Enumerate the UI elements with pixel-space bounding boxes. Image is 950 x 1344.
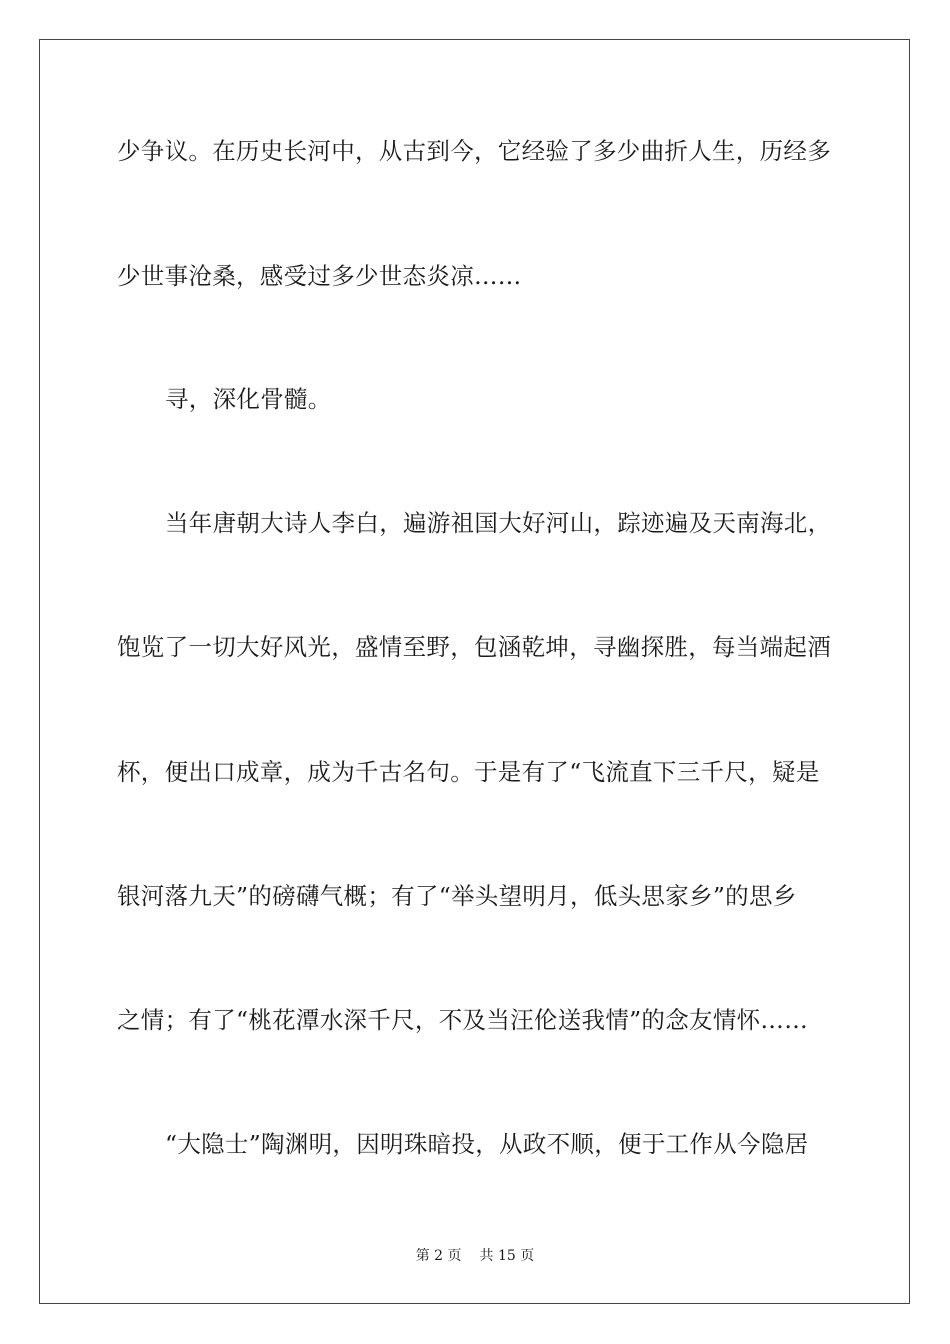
body-line-8: 之情；有了“桃花潭水深千尺，不及当汪伦送我情”的念友情怀…… [117,1006,809,1034]
body-line-7: 银河落九天”的磅礴气概；有了“举头望明月，低头思家乡”的思乡 [117,882,797,910]
body-line-4: 当年唐朝大诗人李白，遍游祖国大好河山，踪迹遍及天南海北， [165,509,832,537]
body-line-5: 饱览了一切大好风光，盛情至野，包涵乾坤，寻幽探胜，每当端起酒 [117,633,831,661]
page-total: 共 15 页 [479,1248,535,1264]
body-line-1: 少争议。在历史长河中，从古到今，它经验了多少曲折人生，历经多 [117,137,831,165]
page-footer [0,1247,950,1265]
page-border [39,39,910,1304]
body-line-3: 寻，深化骨髓。 [165,385,332,413]
body-line-6: 杯，便出口成章，成为千古名句。于是有了“飞流直下三千尺，疑是 [117,758,820,786]
body-line-9: “大隐士”陶渊明，因明珠暗投，从政不顺，便于工作从今隐居 [165,1130,809,1158]
body-line-2: 少世事沧桑，感受过多少世态炎凉…… [117,262,522,290]
page-number: 第 2 页 [415,1248,462,1264]
